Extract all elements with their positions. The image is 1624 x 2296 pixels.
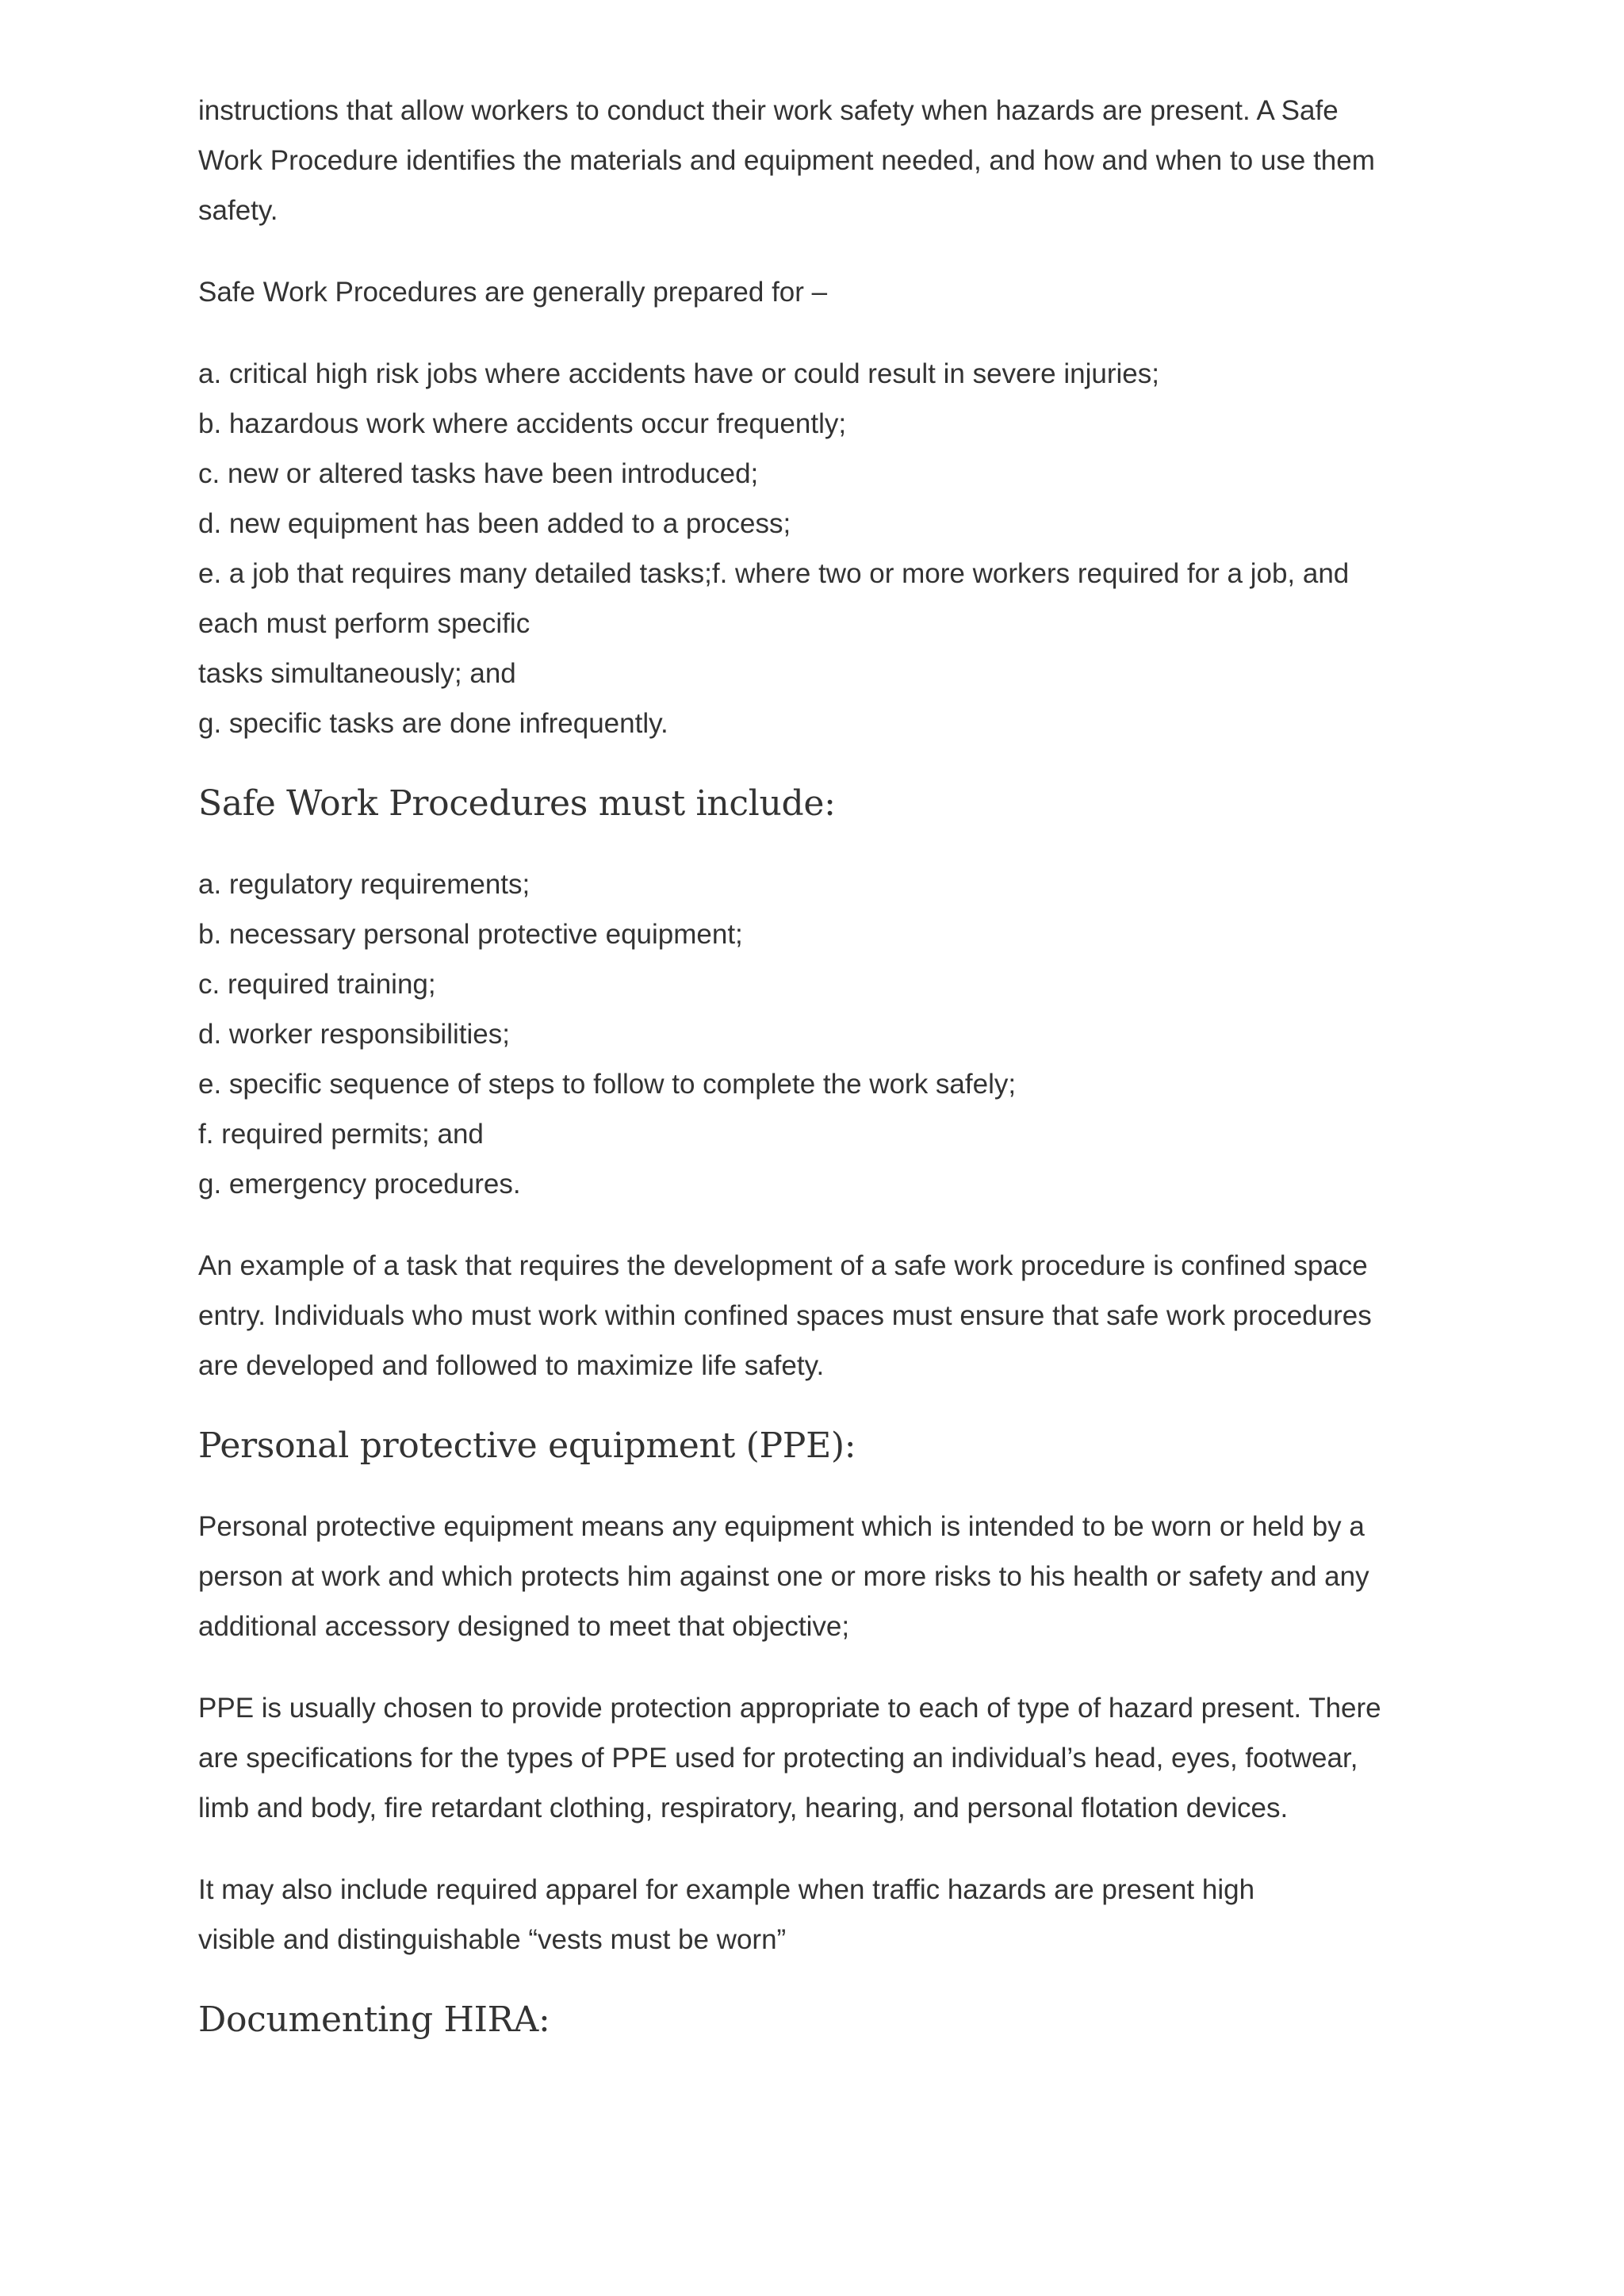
list-item: g. specific tasks are done infrequently.: [198, 708, 668, 739]
list-item: b. necessary personal protective equipment;: [198, 919, 743, 950]
list-item: each must perform specific: [198, 608, 530, 639]
text-line: It may also include required apparel for example when traffic hazards are present high: [198, 1874, 1255, 1905]
include-list: [198, 859, 1443, 1209]
text-line: PPE is usually chosen to provide protection appropriate to each of type of hazard present. There: [198, 1693, 1381, 1724]
list-item: e. specific sequence of steps to follow to complete the work safely;: [198, 1069, 1017, 1100]
list-item: g. emergency procedures.: [198, 1169, 521, 1200]
prepared-intro-paragraph: Safe Work Procedures are generally prepared for –: [198, 277, 828, 308]
text-line: An example of a task that requires the development of a safe work procedure is confined space: [198, 1250, 1368, 1281]
list-item: a. regulatory requirements;: [198, 869, 530, 900]
ppe-definition-paragraph: [198, 1502, 1443, 1651]
list-item: c. new or altered tasks have been introduced;: [198, 458, 759, 489]
list-item: d. new equipment has been added to a process;: [198, 508, 791, 539]
text-line: are specifications for the types of PPE used for protecting an individual’s head, eyes, footwear,: [198, 1743, 1358, 1774]
text-line: Personal protective equipment means any equipment which is intended to be worn or held by a: [198, 1511, 1365, 1542]
section-heading-include: Safe Work Procedures must include:: [198, 783, 836, 824]
text-line: are developed and followed to maximize life safety.: [198, 1350, 825, 1381]
text-line: additional accessory designed to meet that objective;: [198, 1611, 850, 1642]
list-item: a. critical high risk jobs where accidents have or could result in severe injuries;: [198, 358, 1159, 389]
list-item: tasks simultaneously; and: [198, 658, 516, 689]
list-item: f. required permits; and: [198, 1119, 484, 1150]
list-item: c. required training;: [198, 969, 436, 1000]
section-heading-hira: Documenting HIRA:: [198, 1999, 550, 2040]
text-line: Work Procedure identifies the materials and equipment needed, and how and when to use them: [198, 145, 1375, 176]
text-line: person at work and which protects him against one or more risks to his health or safety and any: [198, 1561, 1369, 1592]
text-line: safety.: [198, 195, 278, 226]
intro-paragraph: [198, 86, 1443, 235]
example-paragraph: [198, 1241, 1443, 1391]
document-page: [198, 86, 1443, 2076]
list-item: b. hazardous work where accidents occur frequently;: [198, 408, 847, 439]
list-item: e. a job that requires many detailed tasks;f. where two or more workers required for a job, and: [198, 558, 1350, 589]
ppe-apparel-paragraph: [198, 1865, 1443, 1965]
prepared-list: [198, 349, 1443, 748]
text-line: instructions that allow workers to conduct their work safety when hazards are present. A Safe: [198, 95, 1339, 126]
text-line: visible and distinguishable “vests must be worn”: [198, 1924, 787, 1955]
text-line: limb and body, fire retardant clothing, respiratory, hearing, and personal flotation devices.: [198, 1793, 1289, 1823]
section-heading-ppe: Personal protective equipment (PPE):: [198, 1425, 856, 1466]
list-item: d. worker responsibilities;: [198, 1019, 510, 1050]
text-line: entry. Individuals who must work within confined spaces must ensure that safe work procedures: [198, 1300, 1372, 1331]
ppe-selection-paragraph: [198, 1683, 1443, 1833]
